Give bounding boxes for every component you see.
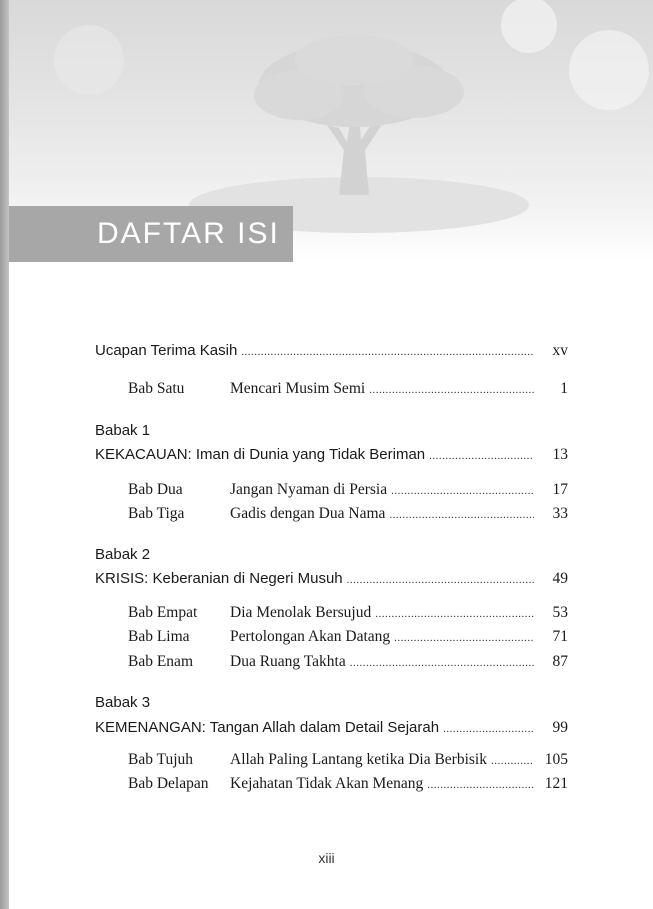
part-label: Babak 2 xyxy=(95,546,151,563)
part-label: Babak 3 xyxy=(95,694,151,711)
toc-entry-part-1[interactable] xyxy=(95,443,568,467)
folio-page-number: xiii xyxy=(318,850,335,866)
chapter-label: Bab Lima xyxy=(128,628,190,645)
chapter-label: Bab Empat xyxy=(128,604,198,621)
page-number: 121 xyxy=(544,775,568,792)
part-label: Babak 1 xyxy=(95,422,151,439)
entry-title: Mencari Musim Semi xyxy=(230,380,366,397)
page-number: 99 xyxy=(552,719,568,736)
page-number: 105 xyxy=(544,751,568,768)
chapter-label: Bab Satu xyxy=(128,380,185,397)
page-title: DAFTAR ISI xyxy=(97,217,280,250)
toc-entry-chapter[interactable] xyxy=(128,650,568,674)
entry-title: Jangan Nyaman di Persia xyxy=(230,481,388,498)
dot-leader xyxy=(389,503,534,527)
entry-title: KEKACAUAN: Iman di Dunia yang Tidak Beriman xyxy=(95,446,426,463)
title-bar xyxy=(9,206,293,262)
dot-leader xyxy=(369,378,534,402)
toc-entry-bab-satu[interactable] xyxy=(128,377,568,401)
page-number: xv xyxy=(552,342,568,359)
dot-leader xyxy=(347,568,534,592)
chapter-label: Bab Enam xyxy=(128,653,193,670)
toc-entry-part-2[interactable] xyxy=(95,567,568,591)
entry-title: Allah Paling Lantang ketika Dia Berbisik xyxy=(230,751,487,768)
dot-leader xyxy=(375,602,534,626)
toc-entry-part-3[interactable] xyxy=(95,716,568,740)
dot-leader xyxy=(391,479,534,503)
chapter-label: Bab Dua xyxy=(128,481,183,498)
toc-entry-chapter[interactable] xyxy=(128,601,568,625)
page-number: 33 xyxy=(552,505,568,522)
entry-title: KEMENANGAN: Tangan Allah dalam Detail Sejarah xyxy=(95,719,440,736)
entry-title: Dia Menolak Bersujud xyxy=(230,604,372,621)
entry-title: Ucapan Terima Kasih xyxy=(95,342,238,359)
entry-title: Pertolongan Akan Datang xyxy=(230,628,391,645)
dot-leader xyxy=(443,717,534,741)
page-number: 13 xyxy=(552,446,568,463)
entry-title: KRISIS: Keberanian di Negeri Musuh xyxy=(95,570,343,587)
page-number: 17 xyxy=(552,481,568,498)
chapter-label: Bab Tiga xyxy=(128,505,185,522)
toc-entry-chapter[interactable] xyxy=(128,502,568,526)
page-number: 1 xyxy=(560,380,568,397)
entry-title: Gadis dengan Dua Nama xyxy=(230,505,386,522)
dot-leader xyxy=(350,651,534,675)
entry-title: Kejahatan Tidak Akan Menang xyxy=(230,775,424,792)
toc-entry-front[interactable] xyxy=(95,339,568,363)
chapter-label: Bab Tujuh xyxy=(128,751,194,768)
dot-leader xyxy=(427,773,534,797)
toc-entry-chapter[interactable] xyxy=(128,772,568,796)
book-spine-edge xyxy=(0,0,9,909)
dot-leader xyxy=(394,626,534,650)
page-number: 87 xyxy=(552,653,568,670)
dot-leader xyxy=(491,749,534,773)
page-number: 49 xyxy=(552,570,568,587)
entry-title: Dua Ruang Takhta xyxy=(230,653,346,670)
dot-leader xyxy=(241,340,534,364)
page-number: 53 xyxy=(552,604,568,621)
dot-leader xyxy=(429,444,534,468)
page-number: 71 xyxy=(552,628,568,645)
toc-entry-chapter[interactable] xyxy=(128,625,568,649)
toc-entry-chapter[interactable] xyxy=(128,478,568,502)
chapter-label: Bab Delapan xyxy=(128,775,209,792)
toc-entry-chapter[interactable] xyxy=(128,748,568,772)
